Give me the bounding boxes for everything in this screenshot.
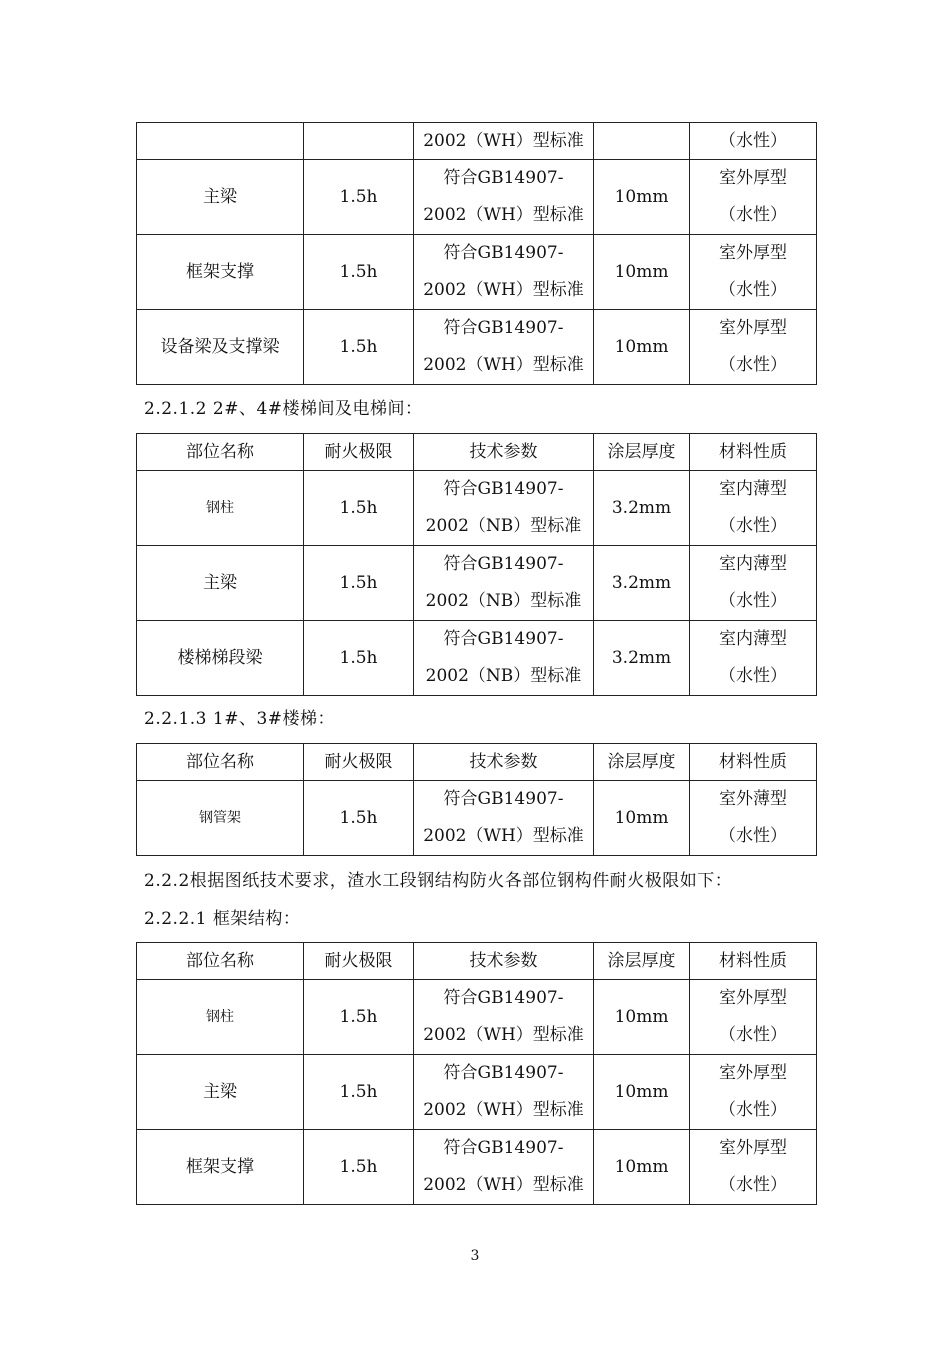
thickness-cell: 3.2mm	[594, 621, 690, 696]
thickness-cell: 10mm	[594, 160, 690, 235]
table-row	[137, 781, 817, 856]
tech-cell: 符合GB14907- 2002（WH）型标准	[414, 310, 594, 385]
table-row	[137, 310, 817, 385]
thickness-cell	[594, 123, 690, 160]
header-tech: 技术参数	[414, 434, 594, 471]
material-cell: （水性）	[690, 123, 817, 160]
table-header-row	[137, 744, 817, 781]
limit-cell: 1.5h	[304, 235, 414, 310]
limit-cell: 1.5h	[304, 546, 414, 621]
part-cell: 主梁	[137, 1055, 304, 1130]
table-row	[137, 546, 817, 621]
tech-cell: 符合GB14907- 2002（WH）型标准	[414, 1055, 594, 1130]
table-row	[137, 1055, 817, 1130]
material-cell: 室外薄型 （水性）	[690, 781, 817, 856]
header-material: 材料性质	[690, 943, 817, 980]
limit-cell: 1.5h	[304, 980, 414, 1055]
material-cell: 室外厚型 （水性）	[690, 310, 817, 385]
part-cell: 框架支撑	[137, 235, 304, 310]
material-cell: 室外厚型 （水性）	[690, 1130, 817, 1205]
header-tech: 技术参数	[414, 744, 594, 781]
tech-cell: 符合GB14907- 2002（NB）型标准	[414, 621, 594, 696]
header-limit: 耐火极限	[304, 744, 414, 781]
limit-cell: 1.5h	[304, 471, 414, 546]
limit-cell: 1.5h	[304, 310, 414, 385]
limit-cell: 1.5h	[304, 1055, 414, 1130]
header-thickness: 涂层厚度	[594, 744, 690, 781]
fire-rating-table-stairwell-24	[136, 433, 817, 696]
part-cell: 楼梯梯段梁	[137, 621, 304, 696]
page-number: 3	[470, 1248, 480, 1264]
table-row	[137, 980, 817, 1055]
part-cell: 钢管架	[137, 781, 304, 856]
tech-cell: 符合GB14907- 2002（WH）型标准	[414, 980, 594, 1055]
header-material: 材料性质	[690, 434, 817, 471]
thickness-cell: 3.2mm	[594, 546, 690, 621]
thickness-cell: 10mm	[594, 235, 690, 310]
table-header-row	[137, 434, 817, 471]
table-row	[137, 1130, 817, 1205]
tech-cell: 符合GB14907- 2002（WH）型标准	[414, 781, 594, 856]
section-heading-2-2-1-2: 2.2.1.2 2#、4#楼梯间及电梯间：	[144, 399, 423, 419]
part-cell: 主梁	[137, 160, 304, 235]
table-row	[137, 235, 817, 310]
tech-cell: 2002（WH）型标准	[414, 123, 594, 160]
limit-cell: 1.5h	[304, 621, 414, 696]
table-header-row	[137, 943, 817, 980]
material-cell: 室外厚型 （水性）	[690, 235, 817, 310]
fire-rating-table-stairs-13	[136, 743, 817, 856]
material-cell: 室外厚型 （水性）	[690, 1055, 817, 1130]
header-thickness: 涂层厚度	[594, 943, 690, 980]
tech-cell: 符合GB14907- 2002（NB）型标准	[414, 546, 594, 621]
section-heading-2-2-2: 2.2.2根据图纸技术要求，渣水工段钢结构防火各部位钢构件耐火极限如下：	[144, 871, 733, 891]
tech-cell: 符合GB14907- 2002（WH）型标准	[414, 235, 594, 310]
material-cell: 室内薄型 （水性）	[690, 546, 817, 621]
header-limit: 耐火极限	[304, 434, 414, 471]
part-cell: 主梁	[137, 546, 304, 621]
header-part: 部位名称	[137, 434, 304, 471]
thickness-cell: 10mm	[594, 1130, 690, 1205]
header-thickness: 涂层厚度	[594, 434, 690, 471]
table-row	[137, 123, 817, 160]
header-part: 部位名称	[137, 744, 304, 781]
section-heading-2-2-2-1: 2.2.2.1 框架结构：	[144, 909, 301, 929]
thickness-cell: 10mm	[594, 1055, 690, 1130]
header-material: 材料性质	[690, 744, 817, 781]
material-cell: 室内薄型 （水性）	[690, 621, 817, 696]
table-row	[137, 160, 817, 235]
thickness-cell: 3.2mm	[594, 471, 690, 546]
part-cell: 框架支撑	[137, 1130, 304, 1205]
thickness-cell: 10mm	[594, 781, 690, 856]
table-row	[137, 471, 817, 546]
header-tech: 技术参数	[414, 943, 594, 980]
section-heading-2-2-1-3: 2.2.1.3 1#、3#楼梯：	[144, 709, 335, 729]
limit-cell	[304, 123, 414, 160]
tech-cell: 符合GB14907- 2002（WH）型标准	[414, 160, 594, 235]
fire-rating-table-continued	[136, 122, 817, 385]
part-cell: 设备梁及支撑梁	[137, 310, 304, 385]
part-cell: 钢柱	[137, 471, 304, 546]
part-cell	[137, 123, 304, 160]
limit-cell: 1.5h	[304, 1130, 414, 1205]
material-cell: 室外厚型 （水性）	[690, 160, 817, 235]
header-part: 部位名称	[137, 943, 304, 980]
part-cell: 钢柱	[137, 980, 304, 1055]
limit-cell: 1.5h	[304, 781, 414, 856]
thickness-cell: 10mm	[594, 310, 690, 385]
table-row	[137, 621, 817, 696]
material-cell: 室内薄型 （水性）	[690, 471, 817, 546]
material-cell: 室外厚型 （水性）	[690, 980, 817, 1055]
tech-cell: 符合GB14907- 2002（WH）型标准	[414, 1130, 594, 1205]
tech-cell: 符合GB14907- 2002（NB）型标准	[414, 471, 594, 546]
header-limit: 耐火极限	[304, 943, 414, 980]
fire-rating-table-frame	[136, 942, 817, 1205]
limit-cell: 1.5h	[304, 160, 414, 235]
thickness-cell: 10mm	[594, 980, 690, 1055]
